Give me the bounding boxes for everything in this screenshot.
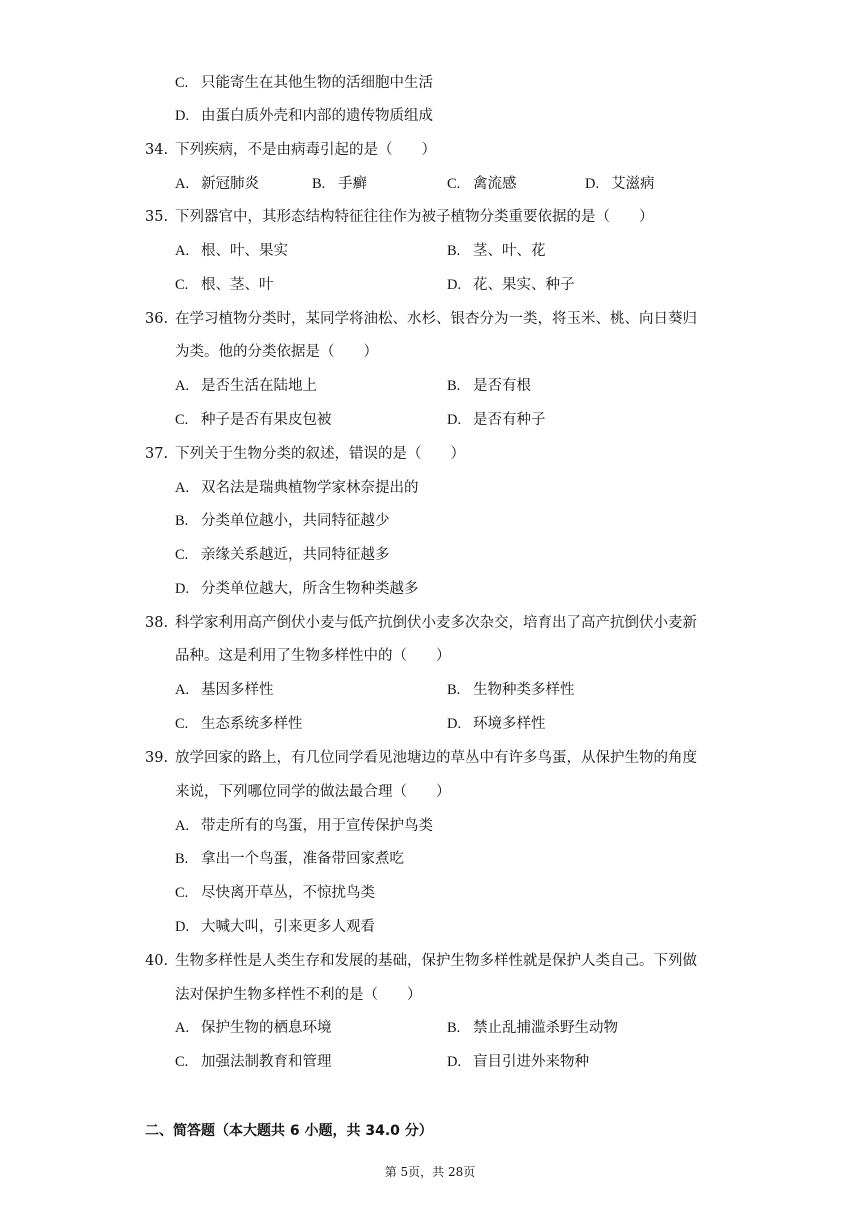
q36-option-c: C. 种子是否有果皮包被: [175, 412, 332, 428]
question-number: 36.: [145, 311, 169, 327]
question-stem: 生物多样性是人类生存和发展的基础，保护生物多样性就是保护人类自己。下列做: [175, 953, 697, 969]
option-text: 只能寄生在其他生物的活细胞中生活: [201, 75, 433, 91]
question-stem: 科学家利用高产倒伏小麦与低产抗倒伏小麦多次杂交，培育出了高产抗倒伏小麦新: [175, 615, 697, 631]
q34-option-c: C. 禽流感: [447, 176, 517, 192]
q39-option-a: A. 带走所有的鸟蛋，用于宣传保护鸟类: [175, 818, 433, 834]
q39-option-d: D. 大喊大叫，引来更多人观看: [175, 919, 375, 935]
question-number: 34.: [145, 142, 169, 158]
question-number: 35.: [145, 209, 169, 225]
q33-option-d: D. 由蛋白质外壳和内部的遗传物质组成: [175, 108, 433, 124]
q38-option-c: C. 生态系统多样性: [175, 716, 303, 732]
question-stem-cont: 为类。他的分类依据是（ ）: [175, 344, 378, 360]
question-number: 39.: [145, 750, 169, 766]
q37-option-c: C. 亲缘关系越近，共同特征越多: [175, 547, 390, 563]
q39-option-b: B. 拿出一个鸟蛋，准备带回家煮吃: [175, 851, 404, 867]
section-title: 二、简答题（本大题共 6 小题，共 34.0 分）: [145, 1123, 433, 1139]
q36-option-d: D. 是否有种子: [447, 412, 546, 428]
page-footer: 第 5页，共 28页: [384, 1165, 476, 1179]
q36-option-b: B. 是否有根: [447, 378, 531, 394]
question-stem-cont: 法对保护生物多样性不利的是（ ）: [175, 987, 422, 1003]
question-number: 40.: [145, 953, 169, 969]
q35-option-d: D. 花、果实、种子: [447, 277, 575, 293]
q35-option-c: C. 根、茎、叶: [175, 277, 274, 293]
question-stem: 下列器官中，其形态结构特征往往作为被子植物分类重要依据的是（ ）: [175, 209, 654, 225]
q35-option-b: B. 茎、叶、花: [447, 243, 546, 259]
question-number: 38.: [145, 615, 169, 631]
q38-option-a: A. 基因多样性: [175, 682, 274, 698]
q34-option-d: D. 艾滋病: [585, 176, 655, 192]
option-text: 由蛋白质外壳和内部的遗传物质组成: [201, 108, 433, 124]
q37-option-a: A. 双名法是瑞典植物学家林奈提出的: [175, 480, 419, 496]
question-stem: 下列疾病，不是由病毒引起的是（ ）: [175, 142, 436, 158]
q40-option-c: C. 加强法制教育和管理: [175, 1054, 332, 1070]
question-stem: 放学回家的路上，有几位同学看见池塘边的草丛中有许多鸟蛋，从保护生物的角度: [175, 750, 697, 766]
q38-option-b: B. 生物种类多样性: [447, 682, 575, 698]
question-stem-cont: 来说，下列哪位同学的做法最合理（ ）: [175, 784, 451, 800]
q34-option-a: A. 新冠肺炎: [175, 176, 259, 192]
question-stem: 下列关于生物分类的叙述，错误的是（ ）: [175, 446, 465, 462]
q39-option-c: C. 尽快离开草丛，不惊扰鸟类: [175, 885, 375, 901]
q40-option-d: D. 盲目引进外来物种: [447, 1054, 589, 1070]
q37-option-b: B. 分类单位越小，共同特征越少: [175, 513, 390, 529]
q34-option-b: B. 手癣: [312, 176, 367, 192]
q35-option-a: A. 根、叶、果实: [175, 243, 288, 259]
question-stem: 在学习植物分类时，某同学将油松、水杉、银杏分为一类，将玉米、桃、向日葵归: [175, 311, 697, 327]
q38-option-d: D. 环境多样性: [447, 716, 546, 732]
q33-option-c: C. 只能寄生在其他生物的活细胞中生活: [175, 75, 433, 91]
q37-option-d: D. 分类单位越大，所含生物种类越多: [175, 581, 419, 597]
q40-option-a: A. 保护生物的栖息环境: [175, 1020, 332, 1036]
question-stem-cont: 品种。这是利用了生物多样性中的（ ）: [175, 648, 451, 664]
q36-option-a: A. 是否生活在陆地上: [175, 378, 317, 394]
question-number: 37.: [145, 446, 169, 462]
q40-option-b: B. 禁止乱捕滥杀野生动物: [447, 1020, 618, 1036]
